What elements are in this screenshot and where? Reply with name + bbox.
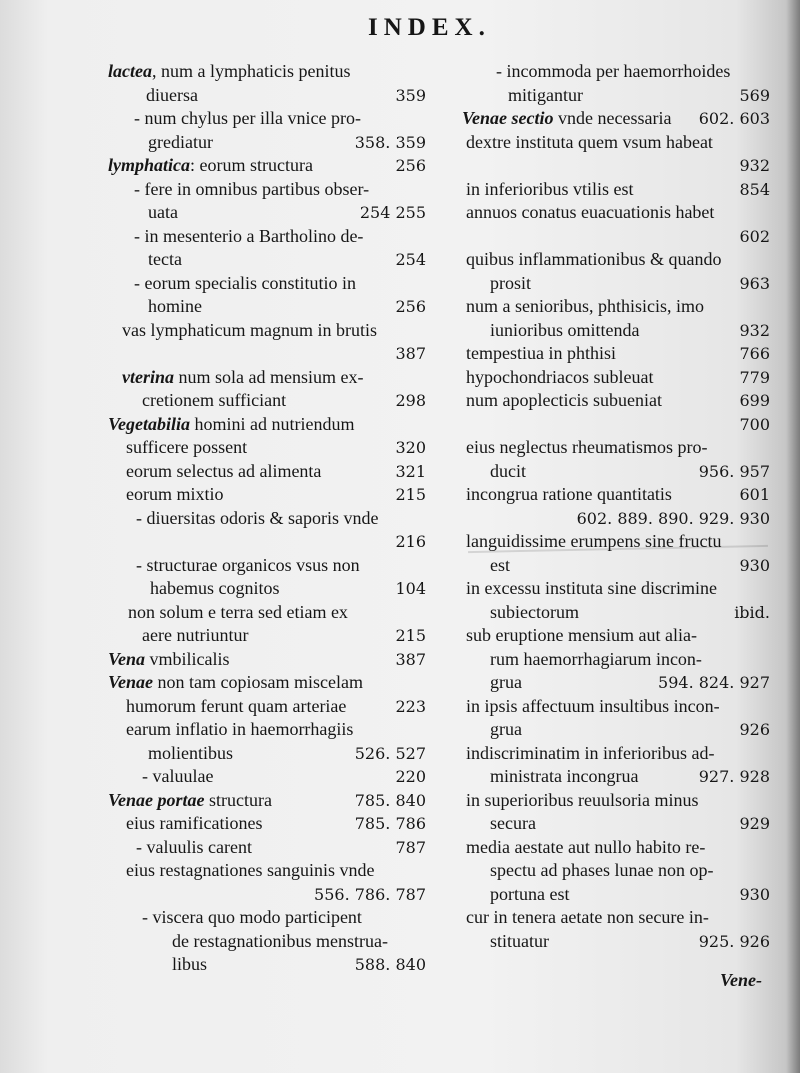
index-entry-line — [108, 671, 426, 695]
index-entry-line — [462, 601, 770, 625]
index-entry-line — [462, 84, 770, 108]
index-entry-line — [108, 342, 426, 366]
entry-text: spectu ad phases lunae non op- — [490, 860, 714, 880]
page-reference: 594. 824. 927 — [658, 673, 770, 692]
index-entry-line — [108, 906, 426, 930]
index-entry-line — [108, 601, 426, 625]
index-column-left — [108, 60, 426, 977]
index-column-right — [462, 60, 770, 953]
index-entry-line — [462, 577, 770, 601]
entry-text: de restagnationibus menstrua- — [172, 930, 388, 951]
entry-text: dextre instituta quem vsum habeat — [466, 131, 713, 152]
page-header: INDEX. — [368, 14, 491, 41]
page-gutter-shadow — [786, 0, 800, 1073]
index-entry-line — [108, 319, 426, 343]
index-entry-line — [108, 742, 426, 766]
entry-text: lactea, num a lymphaticis penitus — [108, 61, 351, 81]
page-reference: 298 — [395, 391, 426, 410]
index-entry-line — [108, 107, 426, 131]
index-entry-line — [108, 812, 426, 836]
page-reference: 254 255 — [359, 203, 426, 222]
index-entry-line — [108, 530, 426, 554]
entry-text: Vegetabilia homini ad nutriendum — [108, 413, 355, 434]
index-entry-line — [108, 789, 426, 813]
index-entry-line — [462, 906, 770, 930]
entry-text: lymphatica: eorum structura — [108, 155, 313, 175]
page-reference: 387 — [395, 649, 426, 669]
page-reference: 602. 603 — [698, 109, 770, 128]
index-entry-line — [108, 131, 426, 155]
entry-text: non solum e terra sed etiam ex — [128, 601, 348, 622]
index-entry-line — [462, 342, 770, 366]
entry-text: homine — [148, 296, 202, 316]
entry-text: languidissime erumpens sine fructu — [466, 531, 722, 551]
page-reference: 359 — [395, 85, 426, 105]
index-entry-line — [108, 248, 426, 272]
index-entry-line — [108, 836, 426, 860]
index-entry-line — [108, 507, 426, 531]
entry-text: iunioribus omittenda — [490, 319, 640, 340]
index-entry-line — [462, 930, 770, 954]
page-reference: 930 — [739, 884, 770, 904]
index-entry-line — [108, 225, 426, 249]
page-reference: 785. 786 — [354, 814, 426, 833]
entry-text: cur in tenera aetate non secure in- — [466, 907, 709, 927]
page-reference: 602. 889. 890. 929. 930 — [576, 508, 770, 528]
index-entry-line — [462, 483, 770, 507]
index-entry-line — [462, 718, 770, 742]
page-reference: 215 — [395, 485, 426, 504]
page-reference: 321 — [395, 461, 426, 481]
entry-text: portuna est — [490, 883, 570, 904]
page-reference: 602 — [739, 226, 770, 246]
entry-text: - structurae organicos vsus non — [136, 554, 360, 575]
page-reference: 223 — [395, 696, 426, 716]
page-reference: 787 — [395, 837, 426, 857]
index-entry-line — [462, 413, 770, 437]
index-entry-line — [108, 695, 426, 719]
index-entry-line — [108, 953, 426, 977]
entry-text: stituatur — [490, 930, 549, 951]
entry-text: eorum selectus ad alimenta — [126, 460, 322, 481]
page-reference: 699 — [739, 391, 770, 410]
entry-text: molientibus — [148, 742, 233, 763]
index-entry-line — [462, 859, 770, 883]
index-entry-line — [462, 836, 770, 860]
entry-text: in excessu instituta sine discrimine — [466, 578, 717, 598]
index-entry-line — [462, 154, 770, 178]
index-entry-line — [462, 178, 770, 202]
entry-text: - valuulis carent — [136, 836, 252, 857]
page-reference: 929 — [739, 814, 770, 833]
entry-text: vterina num sola ad mensium ex- — [122, 366, 364, 387]
index-entry-line — [462, 765, 770, 789]
page-reference: 601 — [739, 485, 770, 504]
page-reference: 956. 957 — [698, 461, 770, 481]
index-entry-line — [108, 765, 426, 789]
index-entry-line — [108, 718, 426, 742]
page-reference: 785. 840 — [354, 790, 426, 810]
page-reference: 766 — [739, 344, 770, 363]
page-reference: 358. 359 — [354, 132, 426, 152]
entry-text: aere nutriuntur — [142, 625, 249, 645]
index-entry-line — [108, 624, 426, 648]
entry-text: Venae portae structura — [108, 789, 272, 810]
entry-text: media aestate aut nullo habito re- — [466, 836, 706, 857]
entry-text: incongrua ratione quantitatis — [466, 484, 672, 504]
entry-text: ministrata incongrua — [490, 766, 639, 786]
page-reference: 215 — [395, 626, 426, 645]
entry-text: in superioribus reuulsoria minus — [466, 789, 699, 810]
entry-text: quibus inflammationibus & quando — [466, 249, 722, 269]
entry-text: est — [490, 554, 510, 575]
entry-text: grua — [490, 672, 522, 692]
entry-text: subiectorum — [490, 601, 579, 622]
index-entry-line — [462, 742, 770, 766]
entry-text: tempestiua in phthisi — [466, 343, 616, 363]
entry-text: sufficere possent — [126, 437, 248, 457]
index-entry-line — [108, 84, 426, 108]
index-entry-line — [108, 577, 426, 601]
index-entry-line — [462, 389, 770, 413]
index-entry-line — [108, 648, 426, 672]
page-reference: 104 — [395, 579, 426, 598]
entry-text: habemus cognitos — [150, 578, 280, 598]
page-reference: 256 — [395, 297, 426, 316]
index-entry-line — [108, 272, 426, 296]
index-entry-line — [462, 554, 770, 578]
page-reference: 927. 928 — [698, 767, 770, 786]
index-entry-line — [108, 883, 426, 907]
page-reference: 932 — [739, 320, 770, 340]
index-entry-line — [108, 295, 426, 319]
index-entry-line — [462, 624, 770, 648]
page-reference: 556. 786. 787 — [314, 884, 426, 904]
page-reference: 320 — [395, 438, 426, 457]
entry-text: indiscriminatim in inferioribus ad- — [466, 742, 715, 763]
entry-text: eius ramificationes — [126, 813, 263, 833]
entry-text: vas lymphaticum magnum in brutis — [122, 319, 377, 340]
page-reference: 569 — [739, 85, 770, 105]
page-reference: 932 — [739, 156, 770, 175]
page-reference: 254 — [395, 250, 426, 269]
entry-text: eorum mixtio — [126, 484, 224, 504]
index-entry-line — [462, 225, 770, 249]
index-entry-line — [108, 460, 426, 484]
index-entry-line — [462, 789, 770, 813]
index-entry-line — [462, 201, 770, 225]
index-entry-line — [462, 436, 770, 460]
index-entry-line — [108, 366, 426, 390]
entry-text: Venae non tam copiosam miscelam — [108, 672, 363, 692]
entry-text: ducit — [490, 460, 526, 481]
entry-text: sub eruptione mensium aut alia- — [466, 625, 697, 645]
index-entry-line — [462, 812, 770, 836]
entry-text: num apoplecticis subueniat — [466, 390, 662, 410]
entry-text: - incommoda per haemorrhoides — [496, 61, 731, 81]
index-entry-line — [462, 248, 770, 272]
index-entry-line — [462, 460, 770, 484]
entry-text: - num chylus per illa vnice pro- — [134, 108, 361, 128]
index-entry-line — [108, 436, 426, 460]
entry-text: earum inflatio in haemorrhagiis — [126, 719, 354, 739]
entry-text: num a senioribus, phthisicis, imo — [466, 296, 704, 316]
entry-text: in inferioribus vtilis est — [466, 178, 634, 199]
page-reference: 256 — [395, 156, 426, 175]
entry-text: - in mesenterio a Bartholino de- — [134, 225, 364, 246]
page-reference: 854 — [739, 179, 770, 199]
entry-text: prosit — [490, 272, 532, 293]
index-entry-line — [108, 859, 426, 883]
page-reference: 926 — [739, 720, 770, 739]
index-entry-line — [462, 295, 770, 319]
entry-text: - valuulae — [142, 766, 214, 786]
index-entry-line — [462, 530, 770, 554]
entry-text: cretionem sufficiant — [142, 390, 287, 410]
entry-text: rum haemorrhagiarum incon- — [490, 648, 702, 669]
entry-text: diuersa — [146, 84, 198, 105]
entry-text: grua — [490, 719, 522, 739]
entry-text: eius restagnationes sanguinis vnde — [126, 860, 375, 880]
index-entry-line — [462, 319, 770, 343]
page-reference: 700 — [739, 414, 770, 434]
entry-text: - viscera quo modo participent — [142, 907, 362, 927]
index-entry-line — [462, 272, 770, 296]
entry-text: - fere in omnibus partibus obser- — [134, 178, 370, 199]
page-reference: 216 — [395, 532, 426, 551]
index-entry-line — [108, 483, 426, 507]
page-reference: 526. 527 — [354, 743, 426, 763]
index-entry-line — [462, 671, 770, 695]
page-reference: ibid. — [734, 602, 770, 622]
entry-text: Venae sectio vnde necessaria — [462, 108, 672, 128]
page-reference: 588. 840 — [354, 955, 426, 974]
entry-text: uata — [148, 202, 178, 222]
entry-text: secura — [490, 813, 536, 833]
entry-text: - eorum specialis constitutio in — [134, 272, 356, 293]
index-entry-line — [462, 60, 770, 84]
index-entry-line — [462, 366, 770, 390]
index-entry-line — [108, 154, 426, 178]
entry-text: humorum ferunt quam arteriae — [126, 695, 347, 716]
index-entry-line — [462, 695, 770, 719]
index-entry-line — [462, 648, 770, 672]
entry-text: grediatur — [148, 131, 213, 152]
index-entry-line — [108, 389, 426, 413]
index-entry-line — [462, 131, 770, 155]
index-entry-line — [462, 507, 770, 531]
page-reference: 220 — [395, 767, 426, 786]
page-reference: 963 — [739, 273, 770, 293]
entry-text: - diuersitas odoris & saporis vnde — [136, 507, 379, 528]
catchword: Vene- — [720, 970, 762, 990]
entry-text: mitigantur — [508, 84, 583, 105]
page-reference: 930 — [739, 555, 770, 575]
entry-text: tecta — [148, 249, 182, 269]
page-reference: 925. 926 — [698, 931, 770, 951]
index-entry-line — [108, 178, 426, 202]
entry-text: Vena vmbilicalis — [108, 648, 230, 669]
entry-text: in ipsis affectuum insultibus incon- — [466, 695, 720, 716]
index-entry-line — [108, 60, 426, 84]
page-reference: 779 — [739, 367, 770, 387]
index-entry-line — [462, 883, 770, 907]
index-entry-line — [108, 201, 426, 225]
index-entry-line — [462, 107, 770, 131]
entry-text: annuos conatus euacuationis habet — [466, 202, 715, 222]
entry-text: eius neglectus rheumatismos pro- — [466, 437, 708, 457]
index-entry-line — [108, 413, 426, 437]
index-entry-line — [108, 930, 426, 954]
index-entry-line — [108, 554, 426, 578]
page-reference: 387 — [395, 344, 426, 363]
entry-text: hypochondriacos subleuat — [466, 366, 654, 387]
entry-text: libus — [172, 954, 208, 974]
